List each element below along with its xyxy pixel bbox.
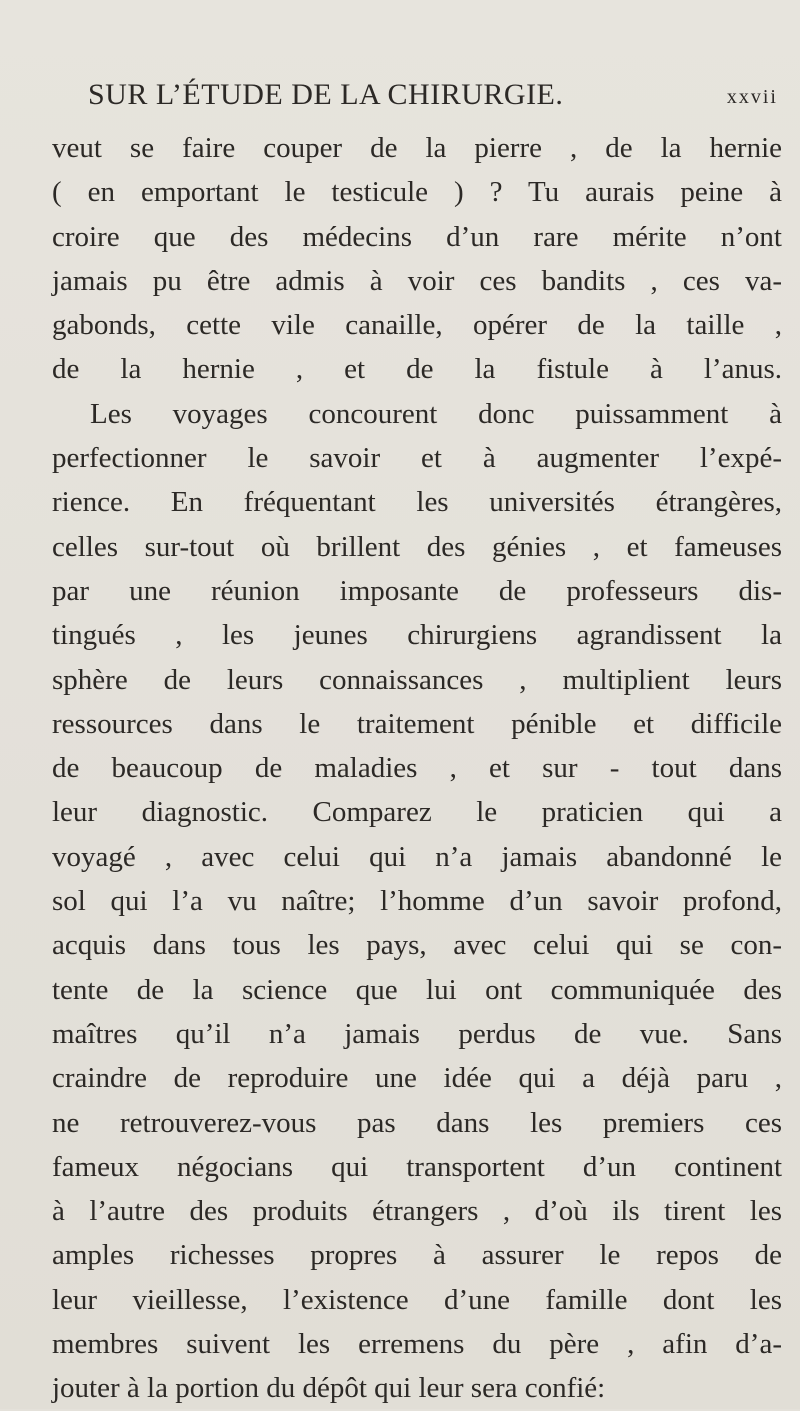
text-line: leur vieillesse, l’existence d’une famille dont les — [52, 1283, 782, 1316]
text-line: de beaucoup de maladies , et sur - tout dans — [52, 752, 782, 785]
text-line: craindre de reproduire une idée qui a déjà paru , — [52, 1062, 782, 1095]
text-line: par une réunion imposante de professeurs dis- — [52, 574, 782, 607]
text-line: de la hernie , et de la fistule à l’anus. — [52, 353, 782, 386]
running-head — [88, 78, 778, 120]
text-line: tente de la science que lui ont communiquée des — [52, 973, 782, 1006]
text-line: acquis dans tous les pays, avec celui qui se con- — [52, 929, 782, 962]
text-line: ressources dans le traitement pénible et difficile — [52, 707, 782, 740]
text-line: celles sur-tout où brillent des génies , et fameuses — [52, 530, 782, 563]
text-line: fameux négocians qui transportent d’un continent — [52, 1150, 782, 1183]
page-number: xxvii — [726, 86, 778, 108]
text-line: sol qui l’a vu naître; l’homme d’un savoir profond, — [52, 885, 782, 918]
text-line: tingués , les jeunes chirurgiens agrandissent la — [52, 619, 782, 652]
text-line: jouter à la portion du dépôt qui leur sera confié: — [52, 1372, 606, 1405]
text-line: membres suivent les erremens du père , afin d’a- — [52, 1328, 782, 1361]
body-text — [52, 126, 782, 1411]
text-line: à l’autre des produits étrangers , d’où ils tirent les — [52, 1195, 782, 1228]
text-line: gabonds, cette vile canaille, opérer de la taille , — [52, 309, 782, 342]
text-line: amples richesses propres à assurer le repos de — [52, 1239, 782, 1272]
text-line: jamais pu être admis à voir ces bandits , ces va- — [52, 264, 782, 297]
text-line: ne retrouverez-vous pas dans les premiers ces — [52, 1106, 782, 1139]
text-line: Les voyages concourent donc puissamment à — [90, 397, 782, 430]
text-line: perfectionner le savoir et à augmenter l’expé- — [52, 442, 782, 475]
running-title: SUR L’ÉTUDE DE LA CHIRURGIE. — [88, 78, 564, 111]
text-line: veut se faire couper de la pierre , de la hernie — [52, 132, 782, 164]
text-line: maîtres qu’il n’a jamais perdus de vue. Sans — [52, 1017, 782, 1050]
text-line: leur diagnostic. Comparez le praticien qui a — [52, 796, 782, 829]
text-line: ( en emportant le testicule ) ? Tu aurais peine à — [52, 176, 782, 209]
text-line: rience. En fréquentant les universités étrangères, — [52, 486, 782, 519]
text-line: sphère de leurs connaissances , multiplient leurs — [52, 663, 782, 696]
text-line: croire que des médecins d’un rare mérite n’ont — [52, 220, 782, 253]
text-line: voyagé , avec celui qui n’a jamais abandonné le — [52, 840, 782, 873]
